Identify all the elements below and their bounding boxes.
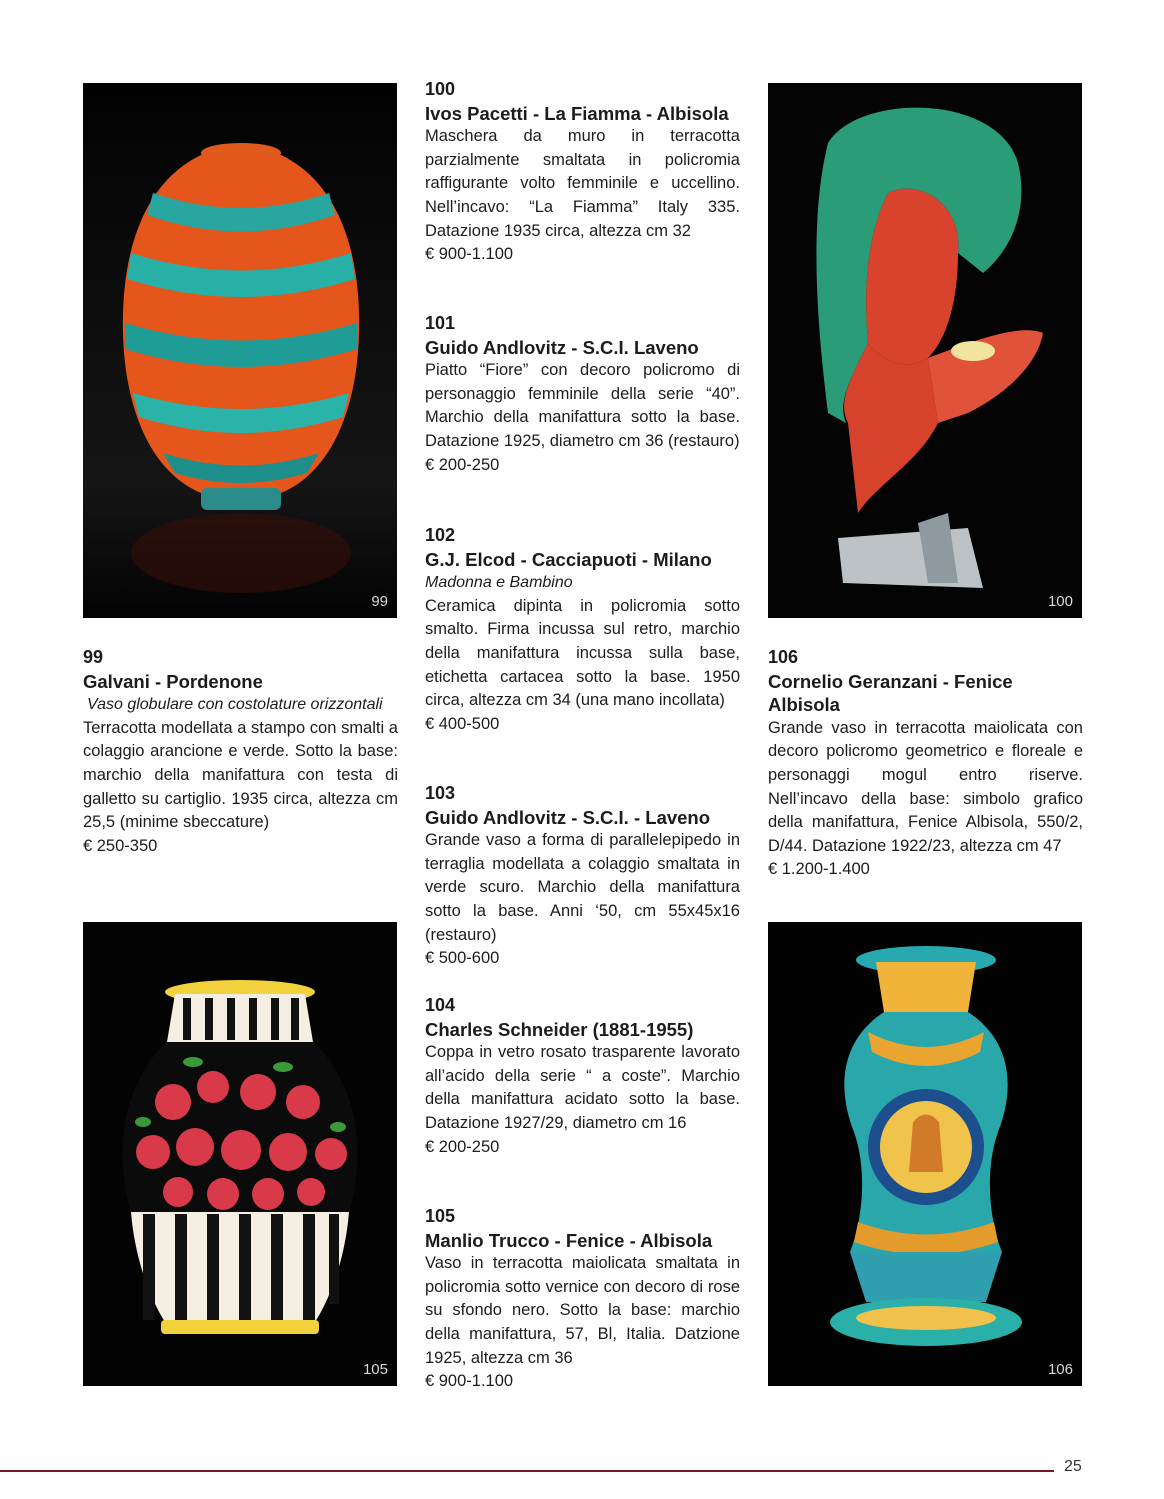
lot-estimate: € 400-500 xyxy=(425,714,500,733)
lot-number: 100 xyxy=(425,79,456,99)
rose-decor-striped-vase-icon xyxy=(83,922,397,1386)
lot-title: Guido Andlovitz - S.C.I. Laveno xyxy=(425,336,699,358)
lot-description: Coppa in vetro rosato trasparente lavorato all’acido della serie “ a coste”. Marchio della manifattura acidato sotto la base. Datazione 1927/29, diametro cm 16 xyxy=(425,1043,740,1132)
lot-number: 99 xyxy=(83,647,104,667)
lot-number: 106 xyxy=(768,647,799,667)
photo-lot-number: 100 xyxy=(1047,593,1073,610)
lot-estimate: € 900-1.100 xyxy=(425,245,514,264)
lot-99 xyxy=(83,646,398,858)
lot-number: 105 xyxy=(425,1206,456,1226)
lot-subtitle: Vaso globulare con costolature orizzontali xyxy=(87,696,383,714)
lot-100 xyxy=(425,78,740,267)
lot-number: 104 xyxy=(425,995,456,1015)
terracotta-female-mask-icon xyxy=(768,83,1082,618)
orange-turquoise-ribbed-vase-icon xyxy=(83,83,397,618)
lot-subtitle: Madonna e Bambino xyxy=(425,574,573,592)
lot-estimate: € 500-600 xyxy=(425,949,500,968)
lot-estimate: € 900-1.100 xyxy=(425,1372,514,1391)
page-number: 25 xyxy=(1064,1458,1082,1475)
lot-estimate: € 1.200-1.400 xyxy=(768,860,870,879)
photo-lot-106 xyxy=(768,922,1082,1386)
lot-description: Grande vaso in terracotta maiolicata con decoro policromo geometrico e floreale e personaggi mogul entro riserve. Nell’incavo della base: simbolo grafico della manifattura, Fenice Albisola, 550/2, D/44. Datazione 1922/23, altezza cm 47 xyxy=(768,718,1083,855)
lot-number: 101 xyxy=(425,313,456,333)
lot-number: 103 xyxy=(425,783,456,803)
lot-number: 102 xyxy=(425,525,456,545)
footer-rule xyxy=(0,1470,1054,1472)
lot-title: Manlio Trucco - Fenice - Albisola xyxy=(425,1229,713,1251)
lot-104 xyxy=(425,994,740,1159)
lot-title: Charles Schneider (1881-1955) xyxy=(425,1018,694,1040)
lot-description: Ceramica dipinta in policromia sotto smalto. Firma incussa sul retro, marchio della manifattura incussa sulla base, etichetta cartacea sotto la base. 1950 circa, altezza cm 34 (una mano incollata) xyxy=(425,596,740,710)
lot-title: Galvani - Pordenone xyxy=(83,670,263,692)
photo-lot-100 xyxy=(768,83,1082,618)
photo-lot-105 xyxy=(83,922,397,1386)
lot-description: Piatto “Fiore” con decoro policromo di personaggio femminile della serie “40”. Marchio della manifattura sotto la base. Datazione 1925, diametro cm 36 (restauro) xyxy=(425,361,740,450)
lot-106 xyxy=(768,646,1083,882)
lot-description: Grande vaso a forma di parallelepipedo in terraglia modellata a colaggio smaltata in verde scuro. Marchio della manifattura sotto la base. Anni ‘50, cm 55x45x16 (restauro) xyxy=(425,831,740,944)
majolica-baluster-vase-icon xyxy=(768,922,1082,1386)
lot-description: Maschera da muro in terracotta parzialmente smaltata in policromia raffigurante volto femminile e uccellino. Nell’incavo: “La Fiamma” Italy 335. Datazione 1935 circa, altezza cm 32 xyxy=(425,127,740,240)
lot-105 xyxy=(425,1205,740,1394)
photo-lot-99 xyxy=(83,83,397,618)
photo-lot-number: 99 xyxy=(371,593,388,610)
lot-102 xyxy=(425,524,740,736)
lot-title: Cornelio Geranzani - Fenice Albisola xyxy=(768,670,1013,716)
lot-estimate: € 200-250 xyxy=(425,1137,500,1156)
lot-description: Terracotta modellata a stampo con smalti a colaggio arancione e verde. Sotto la base: marchio della manifattura con testa di galletto su cartiglio. 1935 circa, altezza cm 25,5 (minime sbeccature) xyxy=(83,718,398,832)
lot-title: Ivos Pacetti - La Fiamma - Albisola xyxy=(425,102,729,124)
lot-estimate: € 250-350 xyxy=(83,836,158,855)
photo-lot-number: 105 xyxy=(362,1361,388,1378)
lot-101 xyxy=(425,312,740,477)
photo-lot-number: 106 xyxy=(1047,1361,1073,1378)
lot-description: Vaso in terracotta maiolicata smaltata in policromia sotto vernice con decoro di rose su sfondo nero. Sotto la base: marchio della manifattura, 57, Bl, Italia. Datzione 1925, altezza cm 36 xyxy=(425,1254,740,1367)
lot-title: Guido Andlovitz - S.C.I. - Laveno xyxy=(425,806,711,828)
lot-estimate: € 200-250 xyxy=(425,455,500,474)
lot-103 xyxy=(425,782,740,971)
lot-title: G.J. Elcod - Cacciapuoti - Milano xyxy=(425,548,712,570)
